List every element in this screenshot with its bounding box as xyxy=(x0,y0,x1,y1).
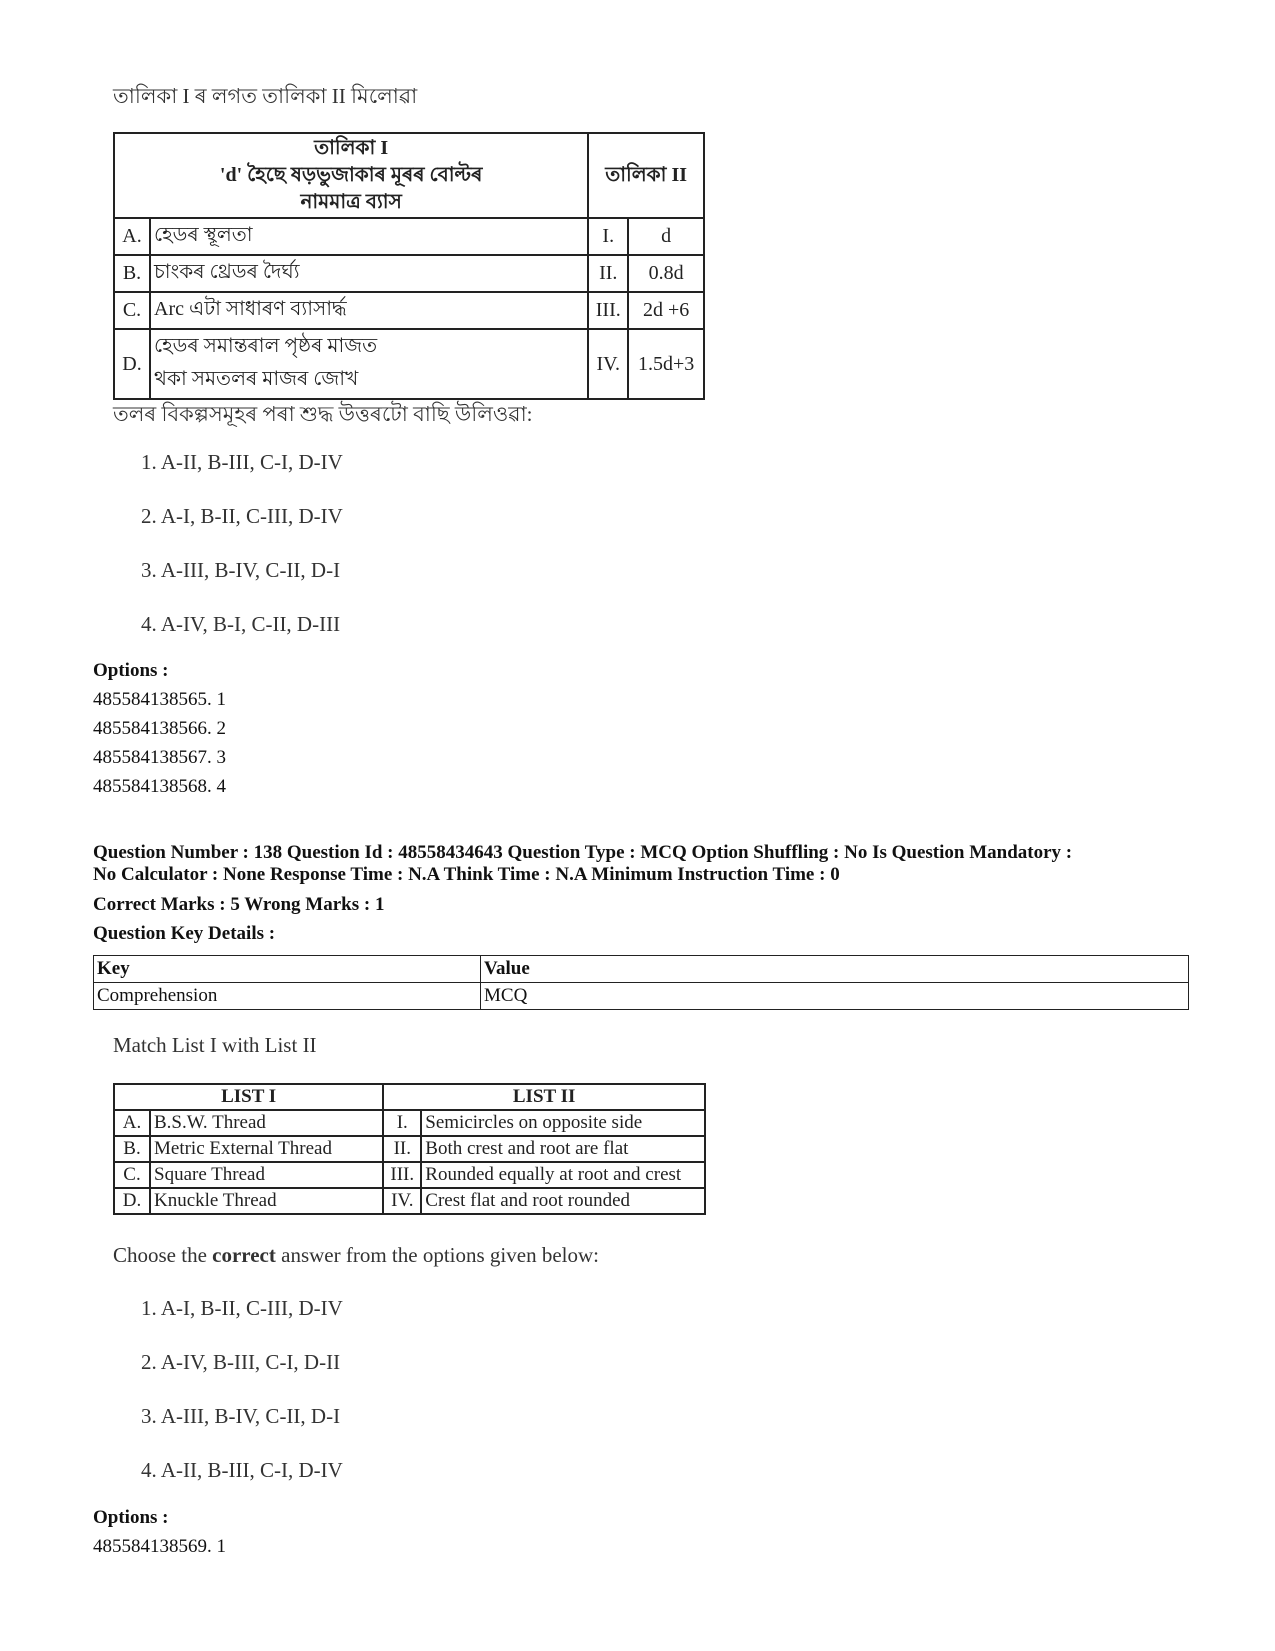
value-cell: MCQ xyxy=(481,983,1189,1010)
row-value: d xyxy=(628,218,704,255)
row-value: Both crest and root are flat xyxy=(421,1136,705,1162)
q2-marks: Correct Marks : 5 Wrong Marks : 1 xyxy=(93,894,385,915)
row-item: Metric External Thread xyxy=(150,1136,383,1162)
row-letter: A. xyxy=(114,218,150,255)
row-value: 2d +6 xyxy=(628,292,704,329)
row-item: Knuckle Thread xyxy=(150,1188,383,1214)
row-letter: B. xyxy=(114,255,150,292)
table-row xyxy=(114,1136,705,1162)
table-row xyxy=(94,956,1189,983)
row-letter: D. xyxy=(114,1188,150,1214)
row-value: 1.5d+3 xyxy=(628,329,704,399)
row-numeral: II. xyxy=(383,1136,421,1162)
row-letter: C. xyxy=(114,292,150,329)
q1-list1-header xyxy=(114,133,588,218)
q1-choice-3: 3. A-III, B-IV, C-II, D-I xyxy=(141,558,341,582)
row-item: B.S.W. Thread xyxy=(150,1110,383,1136)
q2-option-1: 485584138569. 1 xyxy=(93,1536,226,1557)
row-item-line2: থকা সমতলৰ মাজৰ জোখ xyxy=(154,368,359,390)
row-item: Square Thread xyxy=(150,1162,383,1188)
q2-match-table xyxy=(113,1083,706,1215)
table-row xyxy=(114,292,704,329)
q2-meta-line1: Question Number : 138 Question Id : 48558434643 Question Type : MCQ Option Shuffling : No Is Question Mandatory : xyxy=(93,842,1073,863)
row-item: Arc এটা সাধাৰণ ব্যাসার্দ্ধ xyxy=(150,292,588,329)
key-cell: Comprehension xyxy=(94,983,481,1010)
q2-key-details-table xyxy=(93,955,1189,1010)
q1-option-4: 485584138568. 4 xyxy=(93,776,226,797)
q2-instruction: Match List I with List II xyxy=(113,1033,317,1057)
q2-choice-1: 1. A-I, B-II, C-III, D-IV xyxy=(141,1296,343,1320)
row-numeral: IV. xyxy=(588,329,628,399)
row-numeral: III. xyxy=(383,1162,421,1188)
q2-meta-line2: No Calculator : None Response Time : N.A Think Time : N.A Minimum Instruction Time : 0 xyxy=(93,864,840,885)
row-item xyxy=(150,329,588,399)
row-item-line1: হেডৰ সমান্তৰাল পৃষ্ঠৰ মাজত xyxy=(154,335,378,357)
q1-option-3: 485584138567. 3 xyxy=(93,747,226,768)
table-row xyxy=(114,1162,705,1188)
q1-option-1: 485584138565. 1 xyxy=(93,689,226,710)
q2-choice-4: 4. A-II, B-III, C-I, D-IV xyxy=(141,1458,343,1482)
table-row xyxy=(114,218,704,255)
q2-choice-2: 2. A-IV, B-III, C-I, D-II xyxy=(141,1350,341,1374)
row-value: Rounded equally at root and crest xyxy=(421,1162,705,1188)
q1-instruction: তালিকা I ৰ লগত তালিকা II মিলোৱা xyxy=(113,84,418,108)
q1-list1-subtitle-b: নামমাত্র ব্যাস xyxy=(300,191,402,213)
q2-prompt-pre: Choose the xyxy=(113,1243,213,1267)
q1-list2-header: তালিকা II xyxy=(588,133,704,218)
row-numeral: IV. xyxy=(383,1188,421,1214)
q2-prompt-emphasis: correct xyxy=(212,1243,276,1267)
table-row xyxy=(114,1188,705,1214)
row-numeral: I. xyxy=(588,218,628,255)
q2-options-label: Options : xyxy=(93,1507,169,1528)
q2-choice-3: 3. A-III, B-IV, C-II, D-I xyxy=(141,1404,341,1428)
q1-choice-4: 4. A-IV, B-I, C-II, D-III xyxy=(141,612,341,636)
row-letter: D. xyxy=(114,329,150,399)
q2-prompt-post: answer from the options given below: xyxy=(275,1243,599,1267)
row-value: 0.8d xyxy=(628,255,704,292)
q1-match-table xyxy=(113,132,705,400)
row-item: হেডৰ স্থূলতা xyxy=(150,218,588,255)
q1-table-header xyxy=(114,133,704,218)
q1-option-2: 485584138566. 2 xyxy=(93,718,226,739)
q1-list1-title: তালিকা I xyxy=(314,137,389,159)
row-numeral: II. xyxy=(588,255,628,292)
table-row xyxy=(114,255,704,292)
row-value: Crest flat and root rounded xyxy=(421,1188,705,1214)
table-row xyxy=(94,983,1189,1010)
row-numeral: III. xyxy=(588,292,628,329)
row-letter: B. xyxy=(114,1136,150,1162)
row-letter: C. xyxy=(114,1162,150,1188)
row-value: Semicircles on opposite side xyxy=(421,1110,705,1136)
q1-prompt: তলৰ বিকল্পসমূহৰ পৰা শুদ্ধ উত্তৰটো বাছি উলিওৱা: xyxy=(113,402,533,426)
table-row xyxy=(114,1110,705,1136)
table-row xyxy=(114,329,704,399)
q1-options-label: Options : xyxy=(93,660,169,681)
row-item: চাংকৰ থ্রেডৰ দৈর্ঘ্য xyxy=(150,255,588,292)
row-letter: A. xyxy=(114,1110,150,1136)
row-numeral: I. xyxy=(383,1110,421,1136)
q2-list2-header: LIST II xyxy=(383,1084,705,1110)
q2-table-header xyxy=(114,1084,705,1110)
key-header: Key xyxy=(94,956,481,983)
q1-choice-2: 2. A-I, B-II, C-III, D-IV xyxy=(141,504,343,528)
q1-choice-1: 1. A-II, B-III, C-I, D-IV xyxy=(141,450,343,474)
q2-key-details-label: Question Key Details : xyxy=(93,923,276,944)
q1-list1-subtitle-a: 'd' হৈছে ষড়ভুজাকাৰ মূৰৰ বোল্টৰ xyxy=(219,164,483,186)
q2-list1-header: LIST I xyxy=(114,1084,383,1110)
q2-prompt xyxy=(113,1243,599,1268)
value-header: Value xyxy=(481,956,1189,983)
